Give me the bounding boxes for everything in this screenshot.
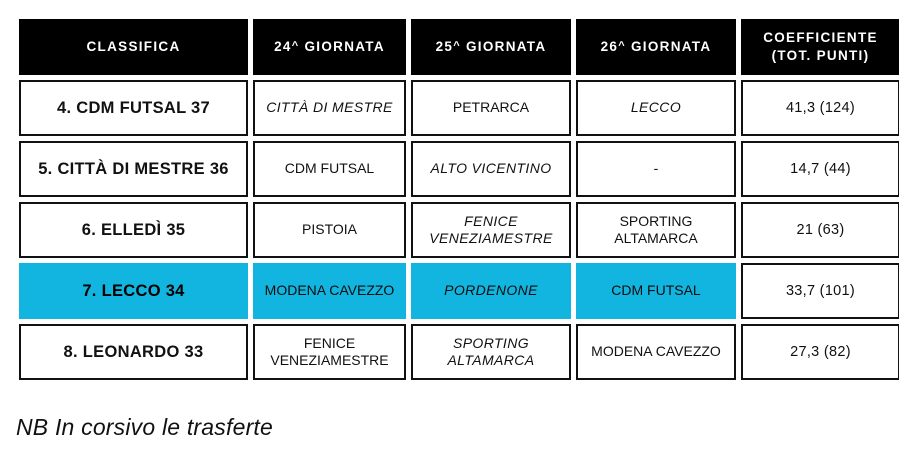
coefficient-cell: 41,3 (124) xyxy=(741,80,899,136)
column-header-giornata-26-label: GIORNATA xyxy=(625,39,712,55)
ordinal-marker-icon: ^ xyxy=(618,40,626,53)
fixture-cell-g26: CDM FUTSAL xyxy=(576,263,736,319)
ordinal-marker-icon: ^ xyxy=(291,40,300,53)
standings-table xyxy=(14,14,899,385)
column-header-classifica xyxy=(19,19,248,75)
fixture-cell-g26: - xyxy=(576,141,736,197)
table-row xyxy=(19,80,899,136)
coefficient-cell: 21 (63) xyxy=(741,202,899,258)
fixture-cell-g25-line2: VENEZIAMESTRE xyxy=(429,230,553,246)
column-header-classifica-label: CLASSIFICA xyxy=(86,39,181,55)
column-header-giornata-25-num: 25 xyxy=(435,39,454,55)
fixture-cell-g24: CITTÀ DI MESTRE xyxy=(253,80,406,136)
fixture-cell-g25: ALTO VICENTINO xyxy=(411,141,571,197)
fixture-cell-g26-line1: SPORTING xyxy=(619,212,693,229)
fixture-cell-g25: PORDENONE xyxy=(411,263,571,319)
table-row xyxy=(19,324,899,380)
table-row-highlighted xyxy=(19,263,899,319)
fixture-cell-g26-line2: ALTAMARCA xyxy=(614,230,698,246)
team-rank-cell: 6. ELLEDÌ 35 xyxy=(19,202,248,258)
fixture-cell-g25 xyxy=(411,202,571,258)
table-row xyxy=(19,141,899,197)
fixture-cell-g25 xyxy=(411,324,571,380)
coefficient-cell: 27,3 (82) xyxy=(741,324,899,380)
column-header-giornata-25-label: GIORNATA xyxy=(460,39,547,55)
fixture-cell-g25-line2: ALTAMARCA xyxy=(447,352,535,368)
fixture-cell-g26: MODENA CAVEZZO xyxy=(576,324,736,380)
fixture-cell-g25: PETRARCA xyxy=(411,80,571,136)
column-header-coefficiente-line1: COEFFICIENTE xyxy=(763,30,878,46)
table-row xyxy=(19,202,899,258)
fixture-cell-g24 xyxy=(253,324,406,380)
ordinal-marker-icon: ^ xyxy=(453,40,461,53)
fixture-cell-g26: LECCO xyxy=(576,80,736,136)
fixture-cell-g25-line1: FENICE xyxy=(464,212,518,229)
column-header-giornata-26-num: 26 xyxy=(600,39,619,55)
fixture-cell-g24-line2: VENEZIAMESTRE xyxy=(270,352,389,368)
column-header-coefficiente xyxy=(741,19,899,75)
column-header-giornata-26 xyxy=(576,19,736,75)
team-rank-cell: 7. LECCO 34 xyxy=(19,263,248,319)
column-header-giornata-24-num: 24 xyxy=(274,39,292,55)
fixture-cell-g24: CDM FUTSAL xyxy=(253,141,406,197)
team-rank-cell: 5. CITTÀ DI MESTRE 36 xyxy=(19,141,248,197)
table-header xyxy=(19,19,899,75)
column-header-giornata-24 xyxy=(253,19,406,75)
team-rank-cell: 4. CDM FUTSAL 37 xyxy=(19,80,248,136)
table-body xyxy=(19,80,899,380)
fixture-cell-g25-line1: SPORTING xyxy=(452,334,530,351)
header-row xyxy=(19,19,899,75)
column-header-giornata-24-label: GIORNATA xyxy=(299,39,385,55)
fixture-cell-g24-line1: FENICE xyxy=(303,334,356,351)
column-header-coefficiente-line2: (TOT. PUNTI) xyxy=(771,48,870,63)
footnote: NB In corsivo le trasferte xyxy=(16,414,274,440)
coefficient-cell: 33,7 (101) xyxy=(741,263,899,319)
fixture-cell-g24: PISTOIA xyxy=(253,202,406,258)
fixture-cell-g26 xyxy=(576,202,736,258)
team-rank-cell: 8. LEONARDO 33 xyxy=(19,324,248,380)
fixture-cell-g24: MODENA CAVEZZO xyxy=(253,263,406,319)
column-header-giornata-25 xyxy=(411,19,571,75)
coefficient-cell: 14,7 (44) xyxy=(741,141,899,197)
